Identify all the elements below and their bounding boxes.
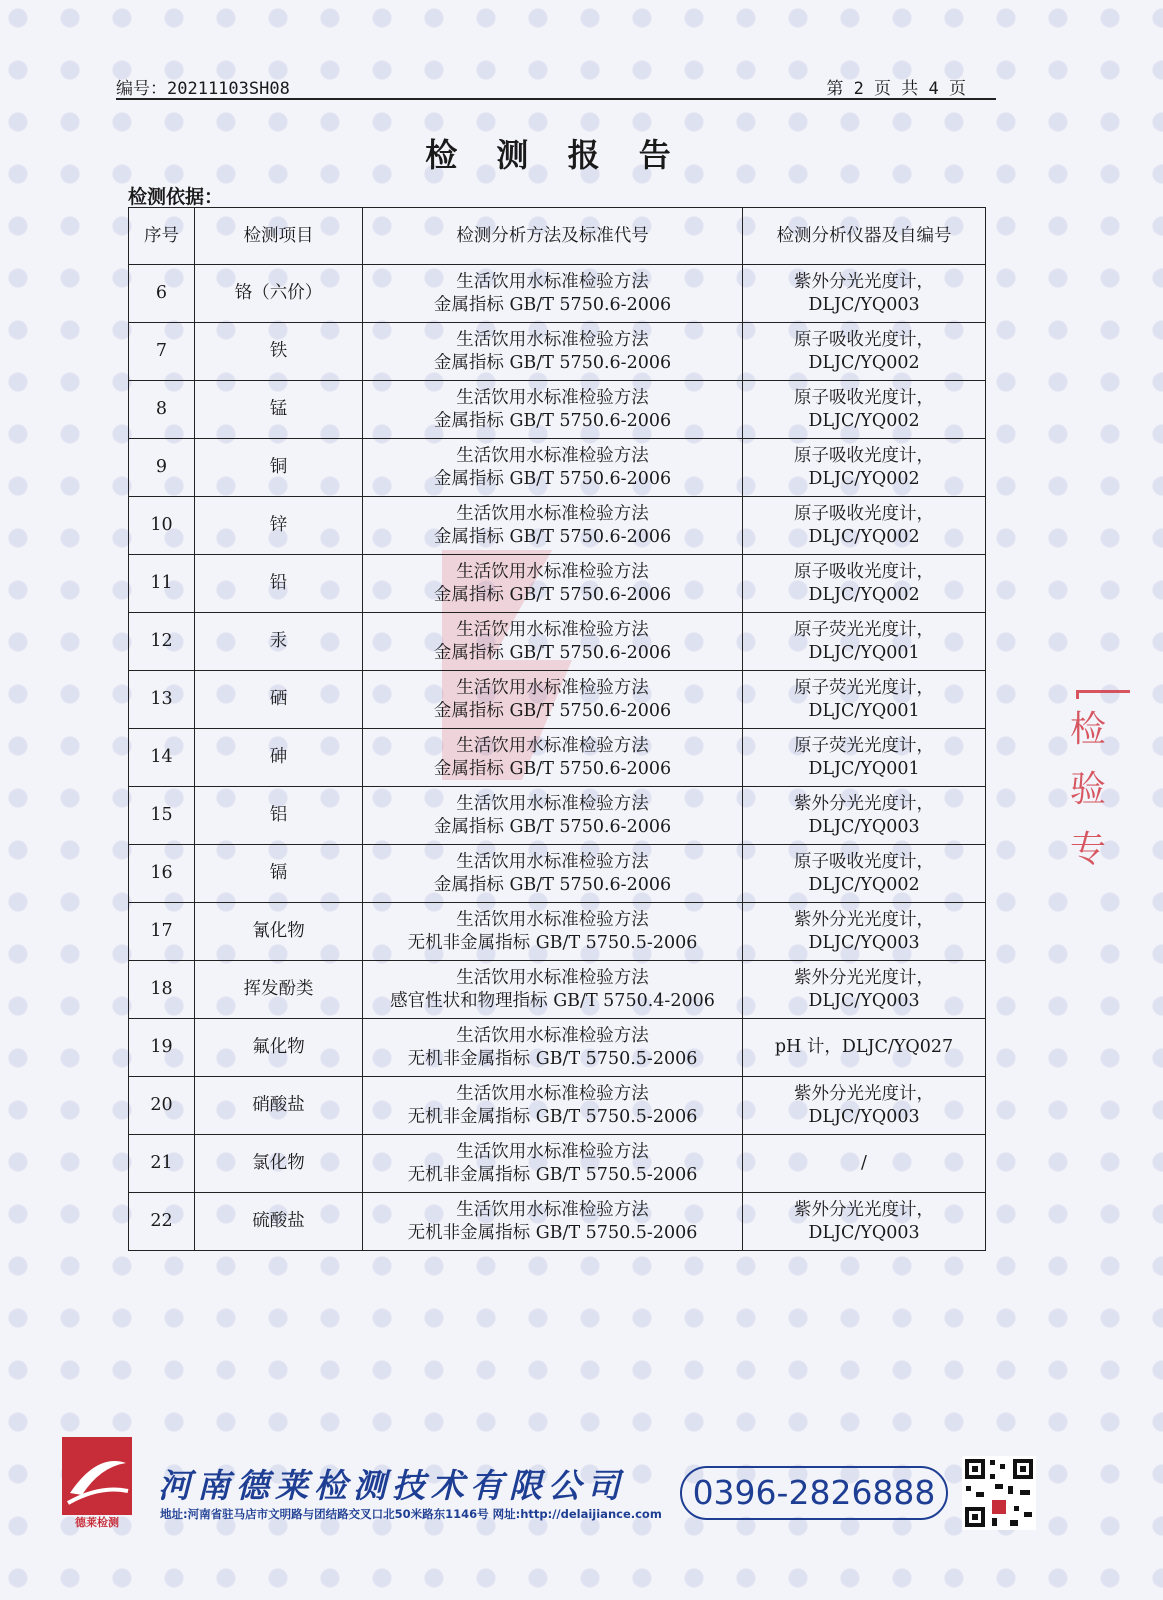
instrument-line: 原子荧光光度计， <box>794 619 934 640</box>
test-item: 铅 <box>195 555 363 613</box>
method-line: 生活饮用水标准检验方法 <box>456 619 649 640</box>
method-line: 金属指标 GB/T 5750.6-2006 <box>433 758 672 779</box>
instrument-line: 原子吸收光度计， <box>794 561 934 582</box>
test-instrument <box>743 671 986 729</box>
test-method <box>363 671 743 729</box>
table-row <box>129 729 986 787</box>
instrument-line: 原子荧光光度计， <box>794 677 934 698</box>
method-line: 生活饮用水标准检验方法 <box>456 793 649 814</box>
table-row <box>129 1193 986 1251</box>
row-number: 10 <box>129 497 195 555</box>
test-instrument <box>743 265 986 323</box>
table-row <box>129 1135 986 1193</box>
row-number: 17 <box>129 903 195 961</box>
instrument-line: DLJC/YQ003 <box>808 294 920 315</box>
instrument-line: DLJC/YQ002 <box>808 352 920 373</box>
table-row <box>129 497 986 555</box>
table-row <box>129 845 986 903</box>
test-method <box>363 1019 743 1077</box>
test-instrument <box>743 613 986 671</box>
column-header-no: 序号 <box>129 208 195 265</box>
table-body <box>129 265 986 1251</box>
test-instrument <box>743 1193 986 1251</box>
test-item: 汞 <box>195 613 363 671</box>
instrument-line: 紫外分光光度计， <box>794 967 934 988</box>
test-method <box>363 613 743 671</box>
table-row <box>129 1077 986 1135</box>
instrument-line: 原子吸收光度计， <box>794 445 934 466</box>
method-line: 金属指标 GB/T 5750.6-2006 <box>433 526 672 547</box>
table-row <box>129 961 986 1019</box>
row-number: 13 <box>129 671 195 729</box>
method-line: 生活饮用水标准检验方法 <box>456 1025 649 1046</box>
row-number: 15 <box>129 787 195 845</box>
row-number: 18 <box>129 961 195 1019</box>
test-item: 氯化物 <box>195 1135 363 1193</box>
test-method <box>363 729 743 787</box>
test-basis-table <box>128 207 986 1251</box>
test-item: 砷 <box>195 729 363 787</box>
test-instrument <box>743 903 986 961</box>
test-instrument <box>743 323 986 381</box>
test-item: 铁 <box>195 323 363 381</box>
method-line: 无机非金属指标 GB/T 5750.5-2006 <box>407 1048 698 1069</box>
column-header-item: 检测项目 <box>195 208 363 265</box>
method-line: 生活饮用水标准检验方法 <box>456 1141 649 1162</box>
table-row <box>129 555 986 613</box>
method-line: 生活饮用水标准检验方法 <box>456 1199 649 1220</box>
method-line: 生活饮用水标准检验方法 <box>456 329 649 350</box>
company-footer <box>0 1430 1163 1570</box>
company-address: 地址:河南省驻马店市文明路与团结路交叉口北50米路东1146号 网址:http://delaijiance.com <box>160 1507 662 1521</box>
row-number: 16 <box>129 845 195 903</box>
method-line: 生活饮用水标准检验方法 <box>456 1083 649 1104</box>
instrument-line: DLJC/YQ003 <box>808 990 920 1011</box>
test-item: 铝 <box>195 787 363 845</box>
test-method <box>363 1077 743 1135</box>
instrument-line: DLJC/YQ001 <box>808 758 920 779</box>
test-item: 硝酸盐 <box>195 1077 363 1135</box>
test-item: 挥发酚类 <box>195 961 363 1019</box>
instrument-line: 紫外分光光度计， <box>794 1199 934 1220</box>
table-row <box>129 671 986 729</box>
method-line: 金属指标 GB/T 5750.6-2006 <box>433 642 672 663</box>
test-method <box>363 845 743 903</box>
method-line: 生活饮用水标准检验方法 <box>456 445 649 466</box>
method-line: 生活饮用水标准检验方法 <box>456 387 649 408</box>
test-instrument <box>743 787 986 845</box>
test-item: 锌 <box>195 497 363 555</box>
test-method <box>363 439 743 497</box>
row-number: 20 <box>129 1077 195 1135</box>
row-number: 22 <box>129 1193 195 1251</box>
page-info: 第 2 页 共 4 页 <box>826 79 966 99</box>
instrument-line: 原子吸收光度计， <box>794 851 934 872</box>
instrument-line: 紫外分光光度计， <box>794 793 934 814</box>
test-item: 锰 <box>195 381 363 439</box>
method-line: 金属指标 GB/T 5750.6-2006 <box>433 352 672 373</box>
test-instrument <box>743 1077 986 1135</box>
row-number: 8 <box>129 381 195 439</box>
instrument-line: DLJC/YQ002 <box>808 874 920 895</box>
column-header-method: 检测分析方法及标准代号 <box>363 208 743 265</box>
row-number: 12 <box>129 613 195 671</box>
test-instrument <box>743 1019 986 1077</box>
test-method <box>363 787 743 845</box>
report-title: 检 测 报 告 <box>425 136 685 174</box>
test-item: 镉 <box>195 845 363 903</box>
method-line: 无机非金属指标 GB/T 5750.5-2006 <box>407 932 698 953</box>
method-line: 生活饮用水标准检验方法 <box>456 909 649 930</box>
row-number: 14 <box>129 729 195 787</box>
instrument-line: 紫外分光光度计， <box>794 909 934 930</box>
instrument-line: DLJC/YQ001 <box>808 642 920 663</box>
method-line: 金属指标 GB/T 5750.6-2006 <box>433 700 672 721</box>
test-instrument <box>743 961 986 1019</box>
test-instrument <box>743 439 986 497</box>
logo-caption: 德莱检测 <box>75 1516 119 1529</box>
method-line: 金属指标 GB/T 5750.6-2006 <box>433 816 672 837</box>
test-method <box>363 497 743 555</box>
method-line: 金属指标 GB/T 5750.6-2006 <box>433 468 672 489</box>
report-number: 编号：20211103SH08 <box>116 79 290 99</box>
test-item: 硫酸盐 <box>195 1193 363 1251</box>
method-line: 金属指标 GB/T 5750.6-2006 <box>433 410 672 431</box>
table-row <box>129 323 986 381</box>
test-method <box>363 265 743 323</box>
test-instrument <box>743 497 986 555</box>
basis-label: 检测依据： <box>128 186 224 208</box>
report-header <box>116 72 996 100</box>
instrument-line: 原子荧光光度计， <box>794 735 934 756</box>
instrument-line: / <box>861 1153 867 1173</box>
table-row <box>129 381 986 439</box>
method-line: 无机非金属指标 GB/T 5750.5-2006 <box>407 1106 698 1127</box>
instrument-line: 原子吸收光度计， <box>794 387 934 408</box>
row-number: 6 <box>129 265 195 323</box>
row-number: 9 <box>129 439 195 497</box>
method-line: 生活饮用水标准检验方法 <box>456 677 649 698</box>
test-item: 氰化物 <box>195 903 363 961</box>
table-row <box>129 903 986 961</box>
instrument-line: DLJC/YQ003 <box>808 1106 920 1127</box>
instrument-line: DLJC/YQ003 <box>808 932 920 953</box>
test-instrument <box>743 729 986 787</box>
table-row <box>129 265 986 323</box>
instrument-line: 原子吸收光度计， <box>794 503 934 524</box>
test-method <box>363 1193 743 1251</box>
test-item: 铜 <box>195 439 363 497</box>
seal-stamp-fragment: 检 验 专 <box>1070 690 1130 900</box>
instrument-line: DLJC/YQ003 <box>808 1222 920 1243</box>
method-line: 生活饮用水标准检验方法 <box>456 967 649 988</box>
company-phone: 0396-2826888 <box>680 1466 948 1520</box>
test-item: 铬（六价） <box>195 265 363 323</box>
row-number: 7 <box>129 323 195 381</box>
instrument-line: DLJC/YQ002 <box>808 410 920 431</box>
table-row <box>129 439 986 497</box>
test-item: 氟化物 <box>195 1019 363 1077</box>
test-item: 硒 <box>195 671 363 729</box>
test-instrument <box>743 845 986 903</box>
instrument-line: 原子吸收光度计， <box>794 329 934 350</box>
method-line: 金属指标 GB/T 5750.6-2006 <box>433 584 672 605</box>
instrument-line: 紫外分光光度计， <box>794 1083 934 1104</box>
method-line: 无机非金属指标 GB/T 5750.5-2006 <box>407 1164 698 1185</box>
table-header-row <box>129 208 986 265</box>
company-name: 河南德莱检测技术有限公司 <box>158 1466 626 1505</box>
method-line: 金属指标 GB/T 5750.6-2006 <box>433 874 672 895</box>
instrument-line: DLJC/YQ001 <box>808 700 920 721</box>
test-method <box>363 903 743 961</box>
test-method <box>363 1135 743 1193</box>
method-line: 金属指标 GB/T 5750.6-2006 <box>433 294 672 315</box>
qr-code-icon <box>962 1456 1036 1530</box>
instrument-line: 紫外分光光度计， <box>794 271 934 292</box>
method-line: 生活饮用水标准检验方法 <box>456 851 649 872</box>
table-row <box>129 613 986 671</box>
test-method <box>363 961 743 1019</box>
instrument-line: pH 计，DLJC/YQ027 <box>774 1037 954 1057</box>
row-number: 21 <box>129 1135 195 1193</box>
method-line: 生活饮用水标准检验方法 <box>456 271 649 292</box>
table-row <box>129 787 986 845</box>
method-line: 生活饮用水标准检验方法 <box>456 735 649 756</box>
method-line: 无机非金属指标 GB/T 5750.5-2006 <box>407 1222 698 1243</box>
instrument-line: DLJC/YQ002 <box>808 526 920 547</box>
method-line: 生活饮用水标准检验方法 <box>456 503 649 524</box>
instrument-line: DLJC/YQ003 <box>808 816 920 837</box>
test-method <box>363 555 743 613</box>
table-row <box>129 1019 986 1077</box>
test-instrument <box>743 555 986 613</box>
test-instrument <box>743 1135 986 1193</box>
method-line: 感官性状和物理指标 GB/T 5750.4-2006 <box>390 990 715 1011</box>
instrument-line: DLJC/YQ002 <box>808 468 920 489</box>
instrument-line: DLJC/YQ002 <box>808 584 920 605</box>
method-line: 生活饮用水标准检验方法 <box>456 561 649 582</box>
test-method <box>363 381 743 439</box>
test-instrument <box>743 381 986 439</box>
test-method <box>363 323 743 381</box>
row-number: 11 <box>129 555 195 613</box>
column-header-instrument: 检测分析仪器及自编号 <box>743 208 986 265</box>
row-number: 19 <box>129 1019 195 1077</box>
